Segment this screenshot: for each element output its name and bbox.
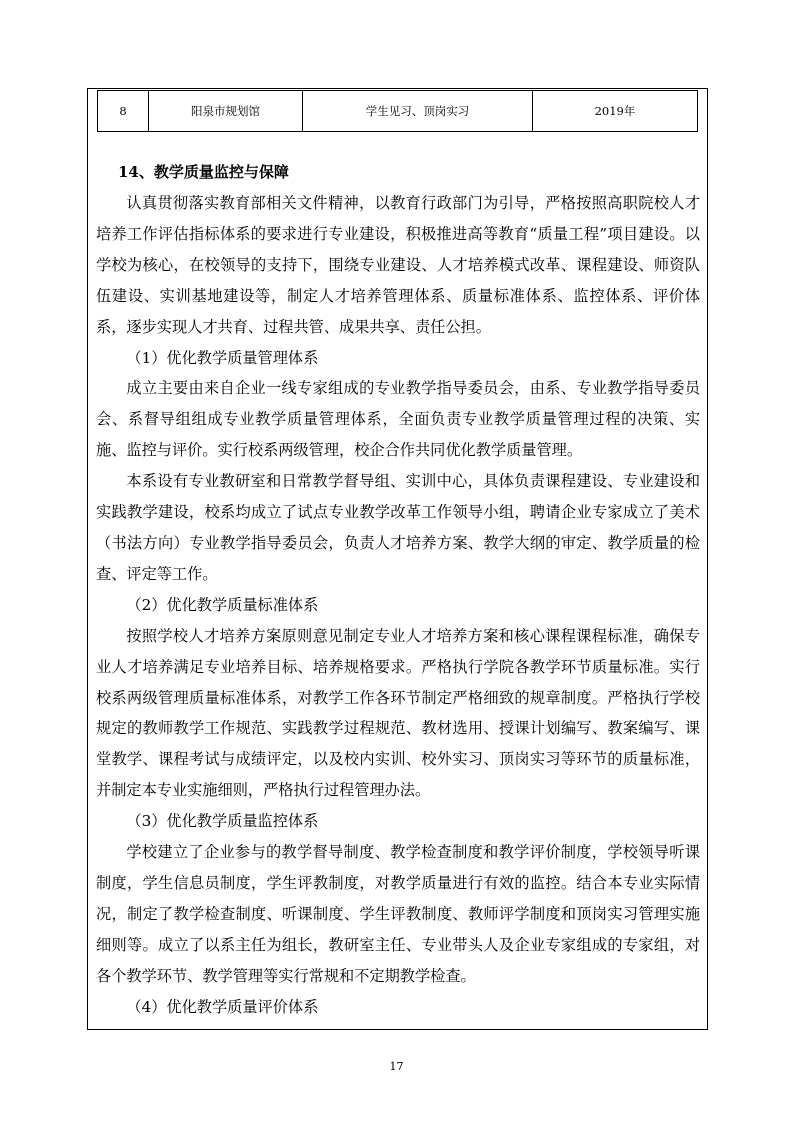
training-base-table [97,90,698,132]
subsection-title: （3）优化教学质量监控体系 [126,812,319,831]
paragraph: 成立主要由来自企业一线专家组成的专业教学指导委员会，由系、专业教学指导委员会、系督导组组成专业教学质量管理体系，全面负责专业教学质量管理过程的决策、实施、监控与评价。实行校系两级管理，校企合作共同优化教学质量管理。 [96,379,700,460]
intro-paragraph: 认真贯彻落实教育部相关文件精神，以教育行政部门为引导，严格按照高职院校人才培养工作评估指标体系的要求进行专业建设，积极推进高等教育“质量工程”项目建设。以学校为核心，在校领导的支持下，围绕专业建设、人才培养模式改革、课程建设、师资队伍建设、实训基地建设等，制定人才培养管理体系、质量标准体系、监控体系、评价体系，逐步实现人才共育、过程共管、成果共享、责任公担。 [96,194,700,336]
base-year: 2019年 [533,91,698,132]
paragraph: 按照学校人才培养方案原则意见制定专业人才培养方案和核心课程课程标准，确保专业人才培养满足专业培养目标、培养规格要求。严格执行学院各教学环节质量标准。实行校系两级管理质量标准体系，对教学工作各环节制定严格细致的规章制度。严格执行学校规定的教师教学工作规范、实践教学过程规范、教材选用、授课计划编写、教案编写、课堂教学、课程考试与成绩评定，以及校内实训、校外实习、顶岗实习等环节的质量标准，并制定本专业实施细则，严格执行过程管理办法。 [96,626,700,800]
document-frame [87,88,708,1030]
row-number: 8 [98,91,149,132]
section-body [96,188,700,1022]
subsection-title: （1）优化教学质量管理体系 [126,348,319,367]
page-number: 17 [389,1060,404,1073]
subsection-title: （4）优化教学质量评价体系 [126,997,319,1016]
subsection-title: （2）优化教学质量标准体系 [126,595,319,614]
base-name: 阳泉市规划馆 [149,91,303,132]
base-purpose: 学生见习、顶岗实习 [303,91,533,132]
paragraph: 学校建立了企业参与的教学督导制度、教学检查制度和教学评价制度，学校领导听课制度，学生信息员制度，学生评教制度，对教学质量进行有效的监控。结合本专业实际情况，制定了教学检查制度、听课制度、学生评教制度、教师评学制度和顶岗实习管理实施细则等。成立了以系主任为组长，教研室主任、专业带头人及企业专家组成的专家组，对各个教学环节、教学管理等实行常规和不定期教学检查。 [96,843,700,985]
paragraph: 本系设有专业教研室和日常教学督导组、实训中心，具体负责课程建设、专业建设和实践教学建设，校系均成立了试点专业教学改革工作领导小组，聘请企业专家成立了美术（书法方向）专业教学指导委员会，负责人才培养方案、教学大纲的审定、教学质量的检查、评定等工作。 [96,472,700,583]
section-heading: 14、教学质量监控与保障 [118,163,289,181]
table-row [98,91,698,132]
